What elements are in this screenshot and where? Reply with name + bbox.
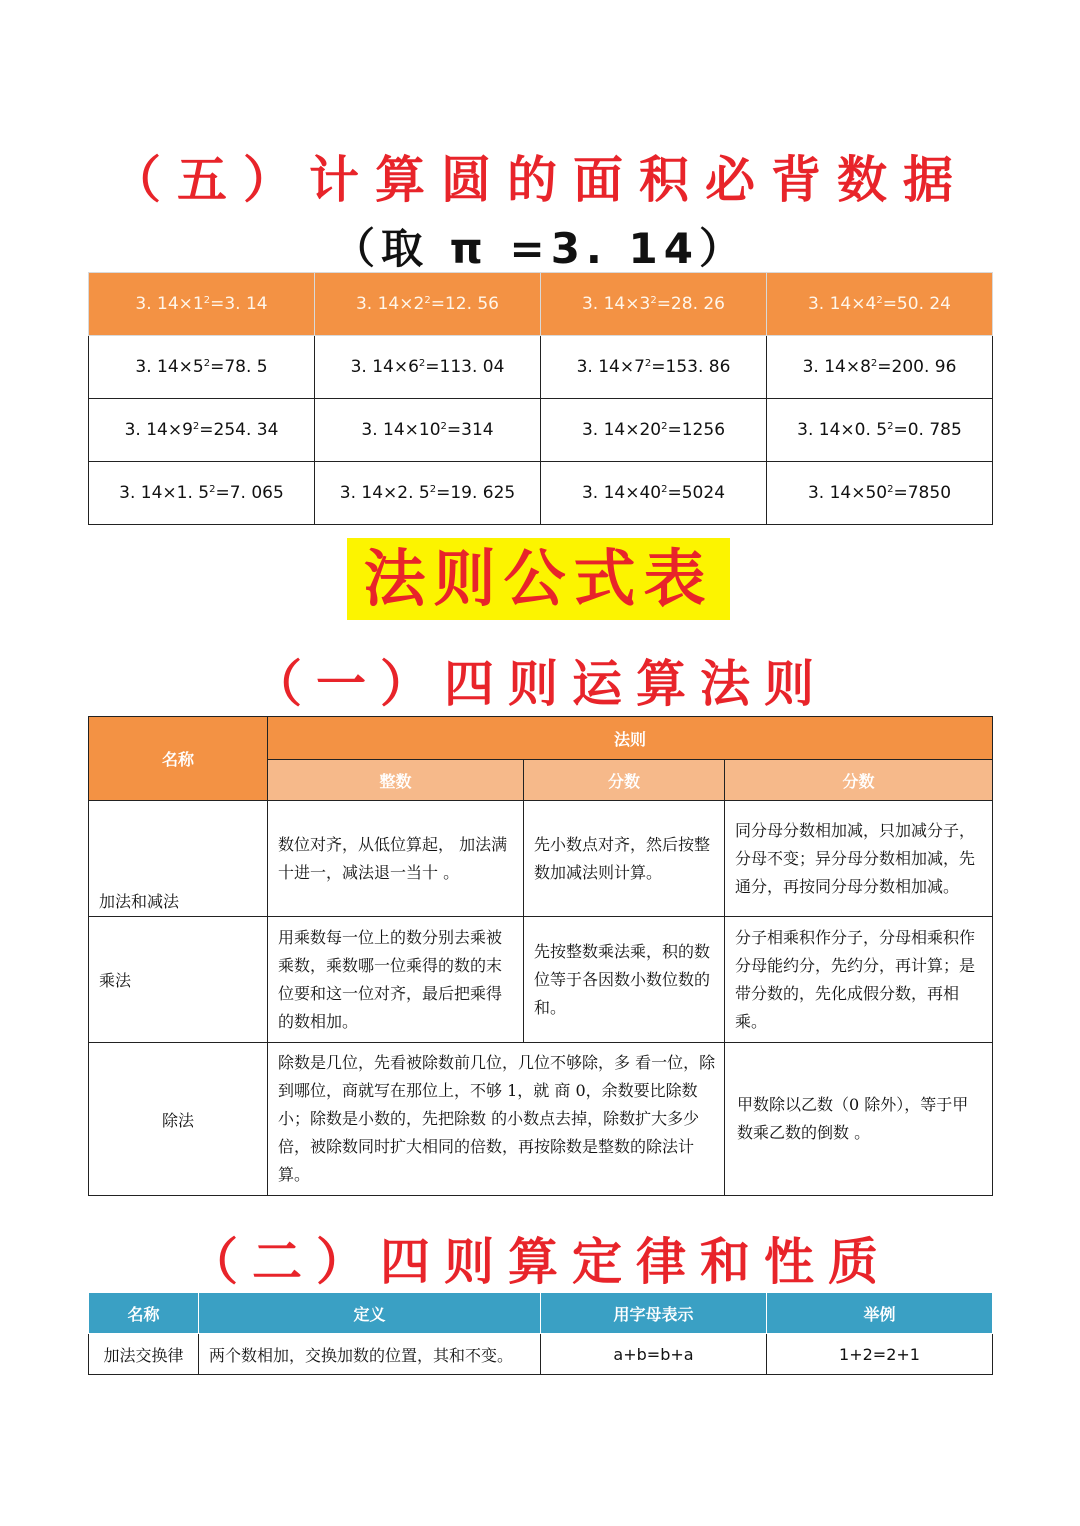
area-cell-exponent: 2	[440, 421, 447, 432]
area-cell-result: =5024	[667, 483, 726, 503]
area-cell	[767, 399, 993, 462]
laws-header: 用字母表示	[541, 1293, 767, 1334]
area-cell-exponent: 2	[192, 421, 200, 432]
rule-name: 乘法	[89, 917, 268, 1043]
heading-four-operations: （一）四则运算法则	[252, 655, 828, 713]
rules-sub-header: 分数	[524, 760, 725, 801]
area-cell-result: =78. 5	[210, 357, 268, 377]
area-cell	[89, 399, 315, 462]
area-cell	[89, 273, 315, 336]
heading-pi-value: （取 π =3. 14）	[333, 224, 747, 273]
rule-name: 加法和减法	[89, 801, 268, 917]
area-cell-exponent: 2	[644, 358, 652, 369]
area-cell-exponent: 2	[870, 358, 878, 369]
laws-header: 定义	[199, 1293, 541, 1334]
rule-fraction: 分子相乘积作分子，分母相乘积作分母能约分，先约分，再计算；是带分数的，先化成假分数，再相乘。	[725, 917, 993, 1043]
operation-rules-table	[88, 716, 993, 1196]
area-cell-base: 3. 14×8	[802, 357, 871, 377]
area-cell	[315, 273, 541, 336]
table-row	[89, 462, 993, 525]
rule-integer-decimal: 除数是几位，先看被除数前几位，几位不够除，多 看一位，除到哪位，商就写在那位上，不够 1，就 商 0，余数要比除数小；除数是小数的，先把除数 的小数点去掉，除数扩大多少倍，被除数同时扩大相同的倍数，再按除数是整数的除法计算。	[268, 1043, 725, 1196]
laws-header: 名称	[89, 1293, 199, 1334]
area-cell-result: =113. 04	[425, 357, 505, 377]
area-cell	[315, 336, 541, 399]
area-cell	[315, 399, 541, 462]
area-cell-result: =0. 785	[893, 420, 962, 440]
rule-fraction: 甲数除以乙数（0 除外），等于甲数乘乙数的倒数 。	[725, 1043, 993, 1196]
rules-sub-header: 整数	[268, 760, 524, 801]
area-cell	[541, 336, 767, 399]
law-name: 加法交换律	[89, 1334, 199, 1375]
table-header-row	[89, 273, 993, 336]
rules-sub-header: 分数	[725, 760, 993, 801]
circle-area-table-body	[89, 273, 993, 525]
area-cell-result: =200. 96	[877, 357, 957, 377]
laws-header: 举例	[767, 1293, 993, 1334]
area-cell-result: =314	[446, 420, 494, 440]
area-cell-base: 3. 14×10	[361, 420, 441, 440]
table-row	[89, 917, 993, 1043]
area-cell-base: 3. 14×5	[135, 357, 204, 377]
area-cell-result: =50. 24	[882, 294, 952, 314]
area-cell-base: 3. 14×50	[807, 483, 888, 503]
area-cell-result: =153. 86	[651, 357, 731, 377]
heading-circle-area: （五）计算圆的面积必背数据	[111, 151, 969, 209]
area-cell-base: 3. 14×1. 5	[119, 483, 210, 503]
area-cell-result: =7. 065	[215, 483, 284, 503]
laws-table	[88, 1292, 993, 1375]
area-cell-result: =3. 14	[210, 294, 268, 314]
area-cell	[767, 273, 993, 336]
rules-name-header: 名称	[89, 717, 268, 801]
area-cell-exponent: 2	[650, 295, 657, 306]
area-cell-base: 3. 14×4	[807, 294, 877, 314]
area-cell-base: 3. 14×6	[350, 357, 419, 377]
area-cell-result: =19. 625	[436, 483, 516, 503]
area-cell	[89, 462, 315, 525]
law-formula: a+b=b+a	[541, 1334, 767, 1375]
rule-decimal: 先小数点对齐，然后按整数加减法则计算。	[524, 801, 725, 917]
area-cell-base: 3. 14×20	[581, 420, 662, 440]
area-cell	[315, 462, 541, 525]
area-cell-exponent: 2	[876, 295, 883, 306]
law-definition: 两个数相加，交换加数的位置，其和不变。	[199, 1334, 541, 1375]
area-cell-exponent: 2	[418, 358, 426, 369]
area-cell	[89, 336, 315, 399]
area-cell-exponent: 2	[203, 295, 211, 306]
area-cell-exponent: 2	[661, 421, 668, 432]
rules-rule-header: 法则	[268, 717, 993, 760]
area-cell	[767, 462, 993, 525]
rule-decimal: 先按整数乘法乘，积的数位等于各因数小数位数的和。	[524, 917, 725, 1043]
area-cell	[541, 462, 767, 525]
area-cell-base: 3. 14×2. 5	[339, 483, 430, 503]
area-cell-base: 3. 14×2	[355, 294, 425, 314]
area-cell-result: =7850	[893, 483, 952, 503]
rules-table-banner	[347, 538, 730, 620]
area-cell-exponent: 2	[429, 484, 437, 495]
area-cell-base: 3. 14×3	[581, 294, 651, 314]
area-cell-exponent: 2	[661, 484, 668, 495]
area-cell	[767, 336, 993, 399]
table-row	[89, 399, 993, 462]
area-cell-base: 3. 14×7	[576, 357, 645, 377]
area-cell-exponent: 2	[887, 484, 894, 495]
area-cell-base: 3. 14×0. 5	[797, 420, 888, 440]
table-row	[89, 1043, 993, 1196]
rule-fraction: 同分母分数相加减，只加减分子，分母不变；异分母分数相加减，先通分，再按同分母分数相加减。	[725, 801, 993, 917]
heading-rules-table: 法则公式表	[363, 542, 714, 615]
area-cell-exponent: 2	[887, 421, 894, 432]
area-cell-result: =254. 34	[199, 420, 279, 440]
area-cell	[541, 399, 767, 462]
area-cell-exponent: 2	[209, 484, 216, 495]
area-cell-result: =12. 56	[430, 294, 500, 314]
law-example: 1+2=2+1	[767, 1334, 993, 1375]
circle-area-table	[88, 272, 993, 525]
area-cell-exponent: 2	[203, 358, 211, 369]
rule-integer: 数位对齐，从低位算起， 加法满十进一，减法退一当十 。	[268, 801, 524, 917]
rule-name: 除法	[89, 1043, 268, 1196]
area-cell-base: 3. 14×1	[135, 294, 204, 314]
table-row	[89, 1334, 993, 1375]
table-row	[89, 336, 993, 399]
area-cell-base: 3. 14×9	[124, 420, 193, 440]
area-cell-exponent: 2	[424, 295, 431, 306]
area-cell-result: =28. 26	[656, 294, 726, 314]
area-cell	[541, 273, 767, 336]
area-cell-result: =1256	[667, 420, 726, 440]
heading-laws: （二）四则算定律和性质	[188, 1233, 892, 1291]
rule-integer: 用乘数每一位上的数分别去乘被乘数，乘数哪一位乘得的数的末位要和这一位对齐，最后把乘得的数相加。	[268, 917, 524, 1043]
area-cell-base: 3. 14×40	[581, 483, 662, 503]
table-row	[89, 801, 993, 917]
